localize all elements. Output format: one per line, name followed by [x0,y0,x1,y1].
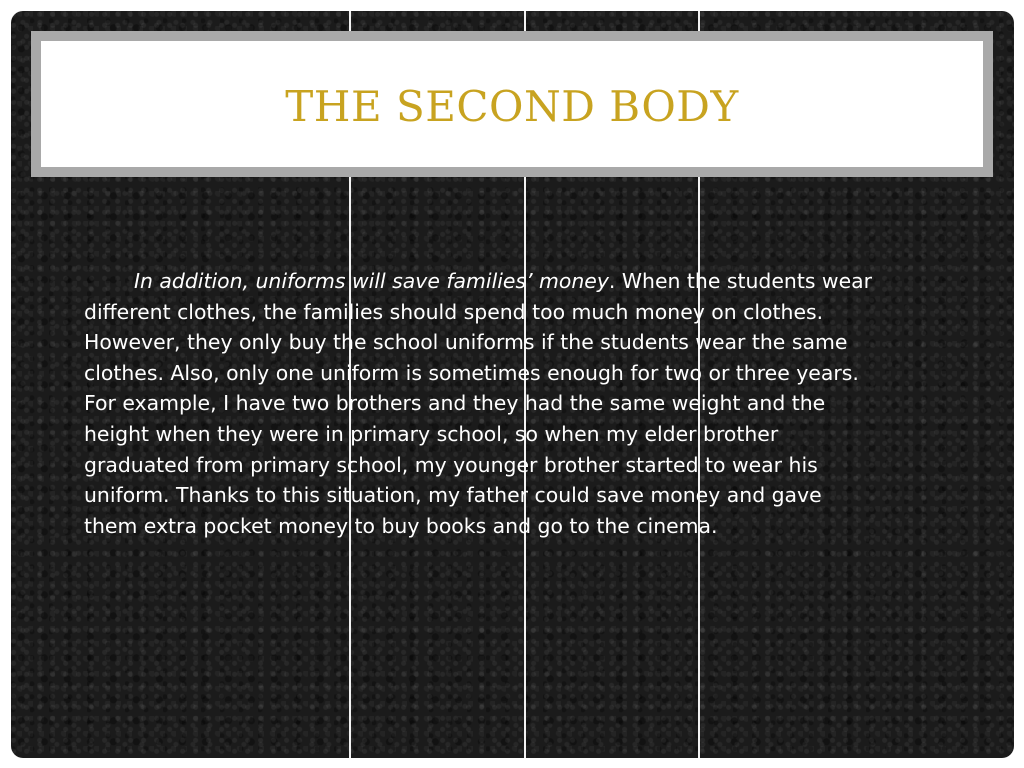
title-frame [31,31,993,177]
slide [11,11,1014,758]
paragraph-lead-sentence: In addition, uniforms will save families’ money [134,269,609,293]
body-paragraph [84,266,874,541]
slide-title: THE SECOND BODY [285,81,739,131]
title-box [41,41,983,167]
paragraph-rest: . When the students wear different clothes, the families should spend too much money on clothes. However, they only buy the school uniforms if the students wear the same clothes. Also, only one uniform is sometimes enough for two or three years. For example, I have two brothers and they had the same weight and the height when they were in primary school, so when my elder brother graduated from primary school, my younger brother started to wear his uniform. Thanks to this situation, my father could save money and gave them extra pocket money to buy books and go to the cinema. [84,269,873,538]
